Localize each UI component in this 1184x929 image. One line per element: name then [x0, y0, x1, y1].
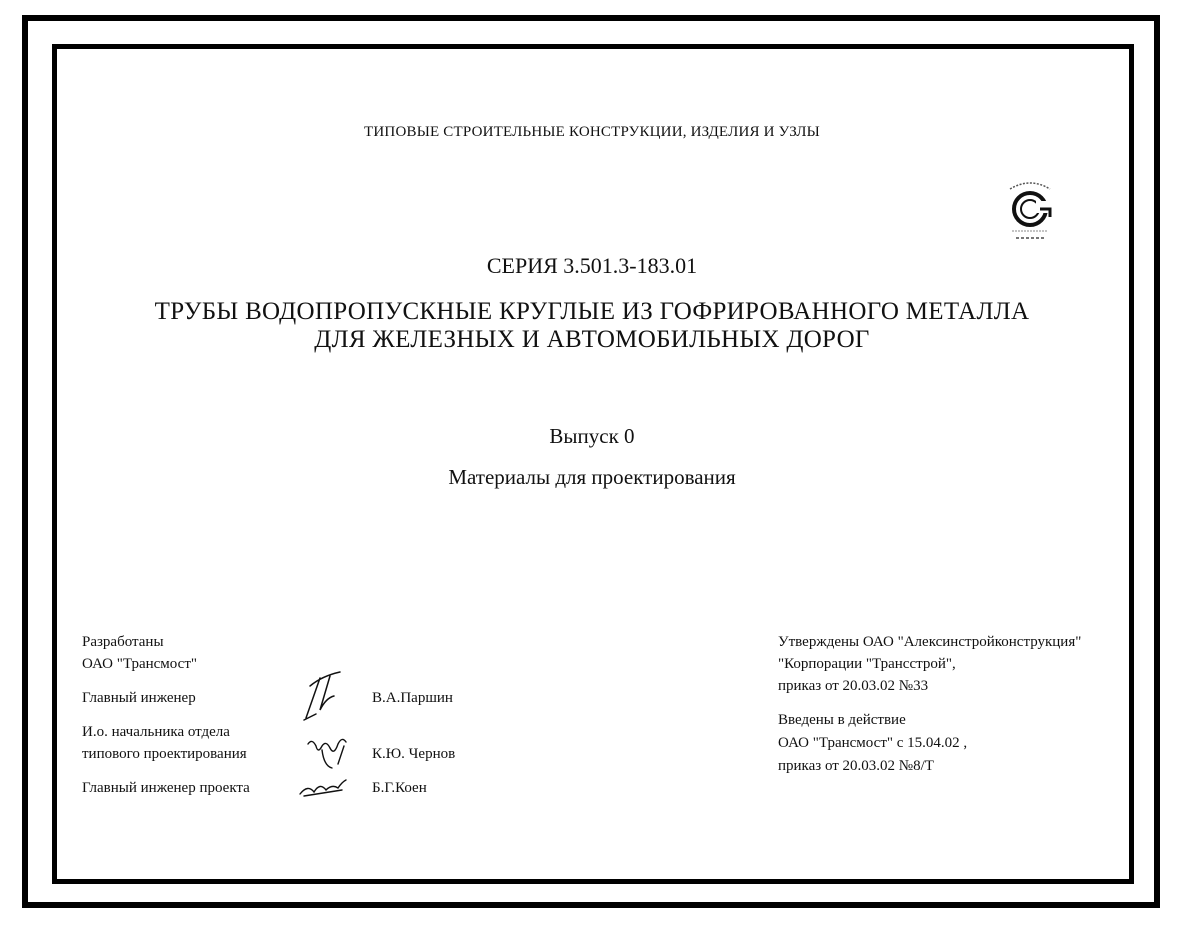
document-subtitle: Материалы для проектирования [448, 465, 736, 489]
chief-project-engineer-name: Б.Г.Коен [372, 780, 427, 796]
approval-line-1: Утверждены ОАО "Алексинстройконструкция" [778, 634, 1082, 650]
approval-line-2: "Корпорации "Трансстрой", [778, 656, 956, 672]
chief-engineer-name: В.А.Паршин [372, 690, 453, 706]
chief-project-engineer-signature-icon [298, 776, 348, 800]
department-head-name: К.Ю. Чернов [372, 746, 456, 762]
chief-engineer-signature-icon [296, 668, 348, 724]
document-title-line-2: ДЛЯ ЖЕЛЕЗНЫХ И АВТОМОБИЛЬНЫХ ДОРОГ [314, 326, 870, 353]
certification-seal-icon [1000, 175, 1060, 245]
department-head-signature-icon [304, 734, 354, 774]
chief-project-engineer-role: Главный инженер проекта [82, 780, 250, 796]
document-title-line-1: ТРУБЫ ВОДОПРОПУСКНЫЕ КРУГЛЫЕ ИЗ ГОФРИРОВАННОГО МЕТАЛЛА [154, 298, 1030, 325]
department-head-role-line-2: типового проектирования [82, 746, 247, 762]
series-number: СЕРИЯ 3.501.3-183.01 [486, 253, 698, 278]
developer-organization: ОАО "Трансмост" [82, 656, 198, 672]
enactment-line-2: ОАО "Трансмост" с 15.04.02 , [778, 735, 968, 751]
developers-heading: Разработаны [82, 634, 164, 650]
department-head-role-line-1: И.о. начальника отдела [82, 724, 230, 740]
chief-engineer-role: Главный инженер [82, 690, 196, 706]
issue-number: Выпуск 0 [549, 424, 635, 448]
approval-order: приказ от 20.03.02 №33 [778, 678, 929, 694]
series-category-header: ТИПОВЫЕ СТРОИТЕЛЬНЫЕ КОНСТРУКЦИИ, ИЗДЕЛИЯ И УЗЛЫ [364, 124, 820, 140]
enactment-order: приказ от 20.03.02 №8/Т [778, 758, 934, 774]
enactment-line-1: Введены в действие [778, 712, 906, 728]
